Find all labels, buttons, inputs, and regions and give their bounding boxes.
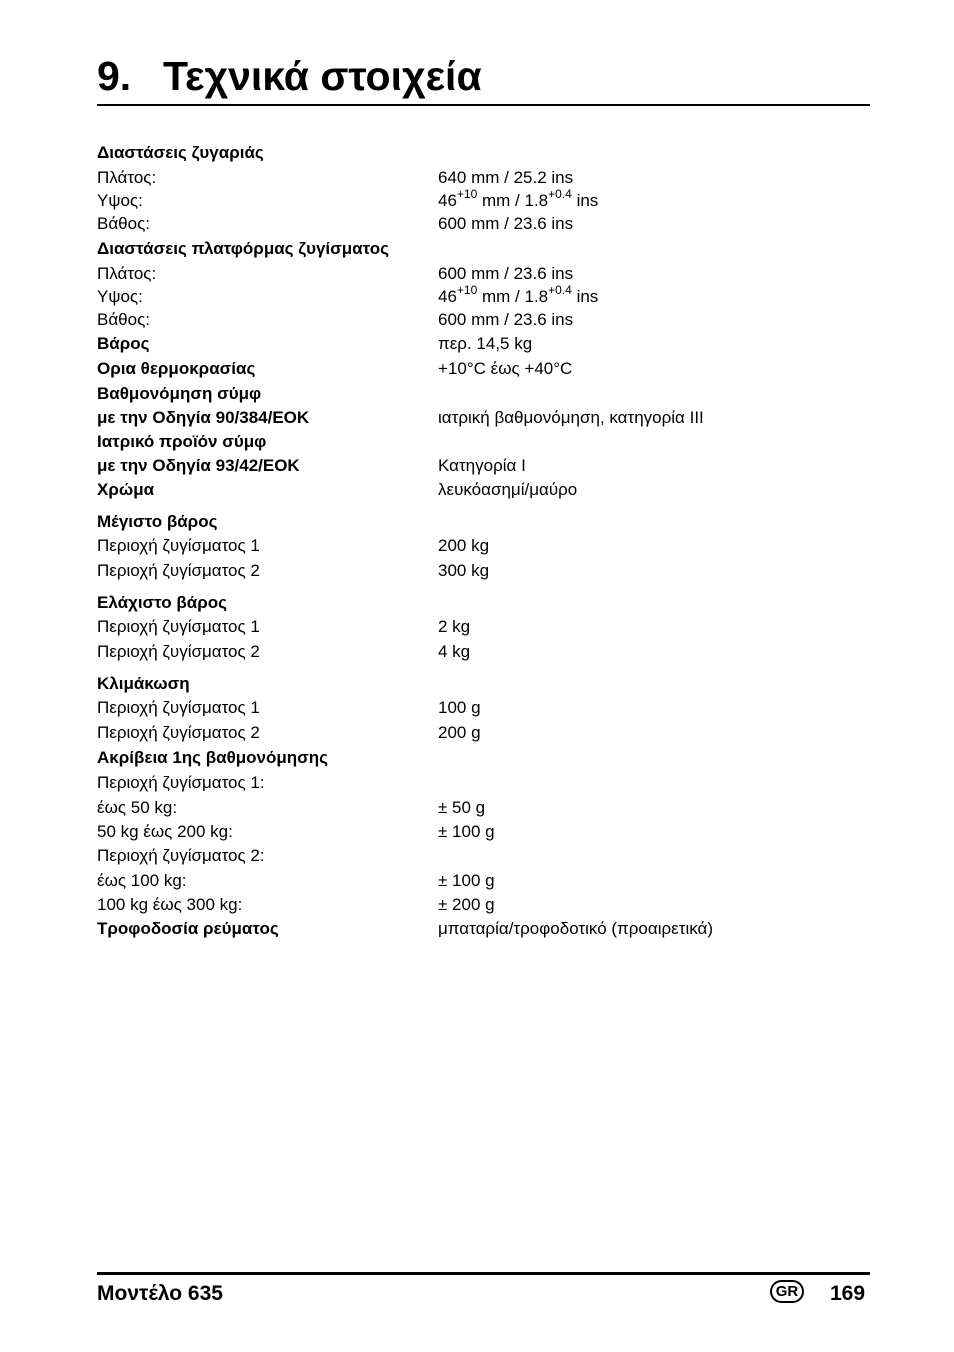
page-number: 169 <box>830 1282 866 1305</box>
spec-row <box>97 795 870 820</box>
spec-value: ± 100 g <box>438 871 495 890</box>
spec-label: Περιοχή ζυγίσματος 1 <box>97 617 260 636</box>
spec-label: Περιοχή ζυγίσματος 2 <box>97 561 260 580</box>
spec-heading: Κλιμάκωση <box>97 674 190 693</box>
spec-row <box>97 429 870 454</box>
title-divider <box>97 104 870 106</box>
spec-heading: Διαστάσεις πλατφόρμας ζυγίσματος <box>97 239 389 258</box>
spec-label: 50 kg έως 200 kg: <box>97 822 233 841</box>
spec-heading: Ακρίβεια 1ης βαθμονόμησης <box>97 748 329 767</box>
spec-heading: Διαστάσεις ζυγαριάς <box>97 143 264 162</box>
spec-row <box>97 916 870 941</box>
spec-label: Υψος: <box>97 191 143 210</box>
spec-row <box>97 212 870 235</box>
spec-heading: Μέγιστο βάρος <box>97 512 218 531</box>
spec-value: 2 kg <box>438 617 471 636</box>
spec-value: 600 mm / 23.6 ins <box>438 310 574 329</box>
spec-label: Βάθος: <box>97 310 150 329</box>
spec-row <box>97 331 870 356</box>
spec-row <box>97 639 870 664</box>
spec-value: +10°C έως +40°C <box>438 359 573 378</box>
spec-label: 100 kg έως 300 kg: <box>97 895 243 914</box>
spec-value: 600 mm / 23.6 ins <box>438 264 574 283</box>
spec-row <box>97 672 870 695</box>
spec-value: 4 kg <box>438 642 471 661</box>
spec-value: $46^{+10}$ mm / $1.8^{+0.4}$ ins <box>438 187 599 210</box>
spec-row <box>97 237 870 260</box>
spec-row <box>97 189 870 212</box>
spec-label: Περιοχή ζυγίσματος 2 <box>97 723 260 742</box>
spec-row <box>97 510 870 533</box>
spec-label: Βαθμονόμηση σύμφ <box>97 384 262 403</box>
spec-row <box>97 770 870 795</box>
spec-row <box>97 285 870 308</box>
spec-value: ± 100 g <box>438 822 495 841</box>
spec-value: $46^{+10}$ mm / $1.8^{+0.4}$ ins <box>438 283 599 306</box>
spec-label: Ορια θερμοκρασίας <box>97 359 256 378</box>
spec-row <box>97 356 870 381</box>
spec-value: ± 50 g <box>438 798 486 817</box>
spec-row <box>97 893 870 916</box>
spec-label: Περιοχή ζυγίσματος 2: <box>97 846 265 865</box>
spec-row <box>97 720 870 745</box>
spec-label: με την Οδηγία 90/384/ΕΟΚ <box>97 408 310 427</box>
section-number: 9. <box>97 53 132 99</box>
spec-row <box>97 868 870 893</box>
spec-value: 100 g <box>438 698 481 717</box>
spec-row <box>97 454 870 477</box>
spec-row <box>97 141 870 164</box>
page-title <box>97 48 482 104</box>
spec-row <box>97 745 870 770</box>
spec-value: ιατρική βαθμονόμηση, κατηγορία III <box>438 408 704 427</box>
spec-label: Υψος: <box>97 287 143 306</box>
spec-label: Τροφοδοσία ρεύματος <box>97 919 279 938</box>
spec-row <box>97 695 870 720</box>
spec-label: με την Οδηγία 93/42/ΕΟΚ <box>97 456 300 475</box>
spec-label: Χρώμα <box>97 480 155 499</box>
spec-value: περ. 14,5 kg <box>438 334 533 353</box>
spec-label: Πλάτος: <box>97 168 157 187</box>
spec-row <box>97 533 870 558</box>
spec-value: 600 mm / 23.6 ins <box>438 214 574 233</box>
spec-label: Περιοχή ζυγίσματος 1 <box>97 698 260 717</box>
spec-row <box>97 406 870 429</box>
spec-value: 300 kg <box>438 561 490 580</box>
spec-row <box>97 308 870 331</box>
spec-label: Βάρος <box>97 334 150 353</box>
section-title: Τεχνικά στοιχεία <box>163 53 482 99</box>
spec-heading: Ελάχιστο βάρος <box>97 593 227 612</box>
spec-value: ± 200 g <box>438 895 495 914</box>
spec-label: έως 50 kg: <box>97 798 178 817</box>
spec-row <box>97 591 870 614</box>
spec-row <box>97 614 870 639</box>
spec-row <box>97 477 870 502</box>
spec-row <box>97 843 870 868</box>
spec-value: Κατηγορία I <box>438 456 526 475</box>
spec-label: Βάθος: <box>97 214 150 233</box>
spec-table <box>97 141 870 941</box>
spec-row <box>97 166 870 189</box>
spec-label: έως 100 kg: <box>97 871 187 890</box>
spec-value: 640 mm / 25.2 ins <box>438 168 574 187</box>
footer-divider <box>97 1272 870 1275</box>
spec-value: 200 kg <box>438 536 490 555</box>
country-badge: GR <box>770 1280 804 1303</box>
spec-value: λευκόασημί/μαύρο <box>438 480 578 499</box>
spec-row <box>97 262 870 285</box>
spec-value: μπαταρία/τροφοδοτικό (προαιρετικά) <box>438 919 714 938</box>
spec-label: Περιοχή ζυγίσματος 1: <box>97 773 265 792</box>
spec-label: Περιοχή ζυγίσματος 2 <box>97 642 260 661</box>
spec-label: Πλάτος: <box>97 264 157 283</box>
spec-value: 200 g <box>438 723 481 742</box>
spec-label: Ιατρικό προϊόν σύμφ <box>97 432 267 451</box>
spec-row <box>97 558 870 583</box>
spec-label: Περιοχή ζυγίσματος 1 <box>97 536 260 555</box>
footer-model: Μοντέλο 635 <box>97 1282 223 1305</box>
spec-row <box>97 820 870 843</box>
spec-row <box>97 381 870 406</box>
